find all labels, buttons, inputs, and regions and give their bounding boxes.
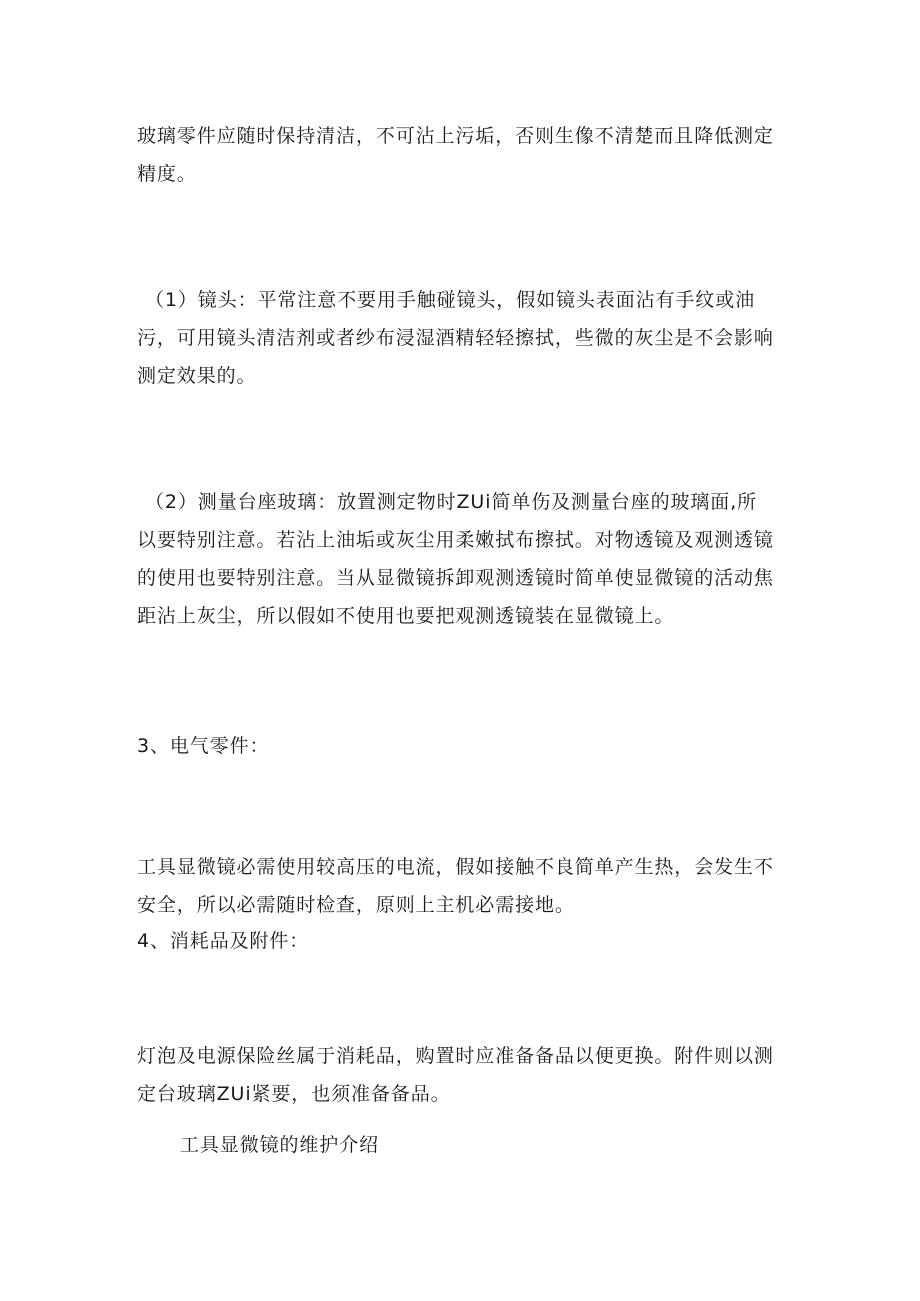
text-line: 安全，所以必需随时检查，原则上主机必需接地。 <box>137 894 575 916</box>
text-line: 污，可用镜头清洁剂或者纱布浸湿酒精轻轻擦拭，些微的灰尘是不会影响 <box>137 327 774 349</box>
paragraph-lens <box>137 281 800 395</box>
text-line: 灯泡及电源保险丝属于消耗品，购置时应准备备品以便更换。附件则以测 <box>137 1045 774 1067</box>
text-line: 测定效果的。 <box>137 365 257 387</box>
text-line: 玻璃零件应随时保持清洁，不可沾上污垢，否则生像不清楚而且降低测定 <box>137 125 774 147</box>
text-line: 精度。 <box>137 163 197 185</box>
section-heading: 4、消耗品及附件： <box>137 930 310 952</box>
text-line: 定台玻璃ZUi紧要，也须准备备品。 <box>137 1083 451 1105</box>
text-line: 工具显微镜必需使用较高压的电流，假如接触不良简单产生热，会发生不 <box>137 856 774 878</box>
section-heading: 3、电气零件： <box>137 735 270 757</box>
paragraph-consumables <box>137 1037 792 1113</box>
footer-title: 工具显微镜的维护介绍 <box>180 1134 380 1156</box>
text-line: 以要特别注意。若沾上油垢或灰尘用柔嫩拭布擦拭。对物透镜及观测透镜 <box>137 529 774 551</box>
heading-electrical-parts <box>137 727 792 765</box>
heading-consumables <box>137 922 792 960</box>
paragraph-stage-glass <box>137 483 800 635</box>
paragraph-glass-parts <box>137 117 792 193</box>
text-line: （2）测量台座玻璃：放置测定物时ZUi简单伤及测量台座的玻璃面,所 <box>145 491 758 513</box>
text-line: 的使用也要特别注意。当从显微镜拆卸观测透镜时简单使显微镜的活动焦 <box>137 567 774 589</box>
paragraph-electrical <box>137 848 792 924</box>
text-line: （1）镜头：平常注意不要用手触碰镜头，假如镜头表面沾有手纹或油 <box>145 289 755 311</box>
text-line: 距沾上灰尘，所以假如不使用也要把观测透镜装在显微镜上。 <box>137 605 675 627</box>
